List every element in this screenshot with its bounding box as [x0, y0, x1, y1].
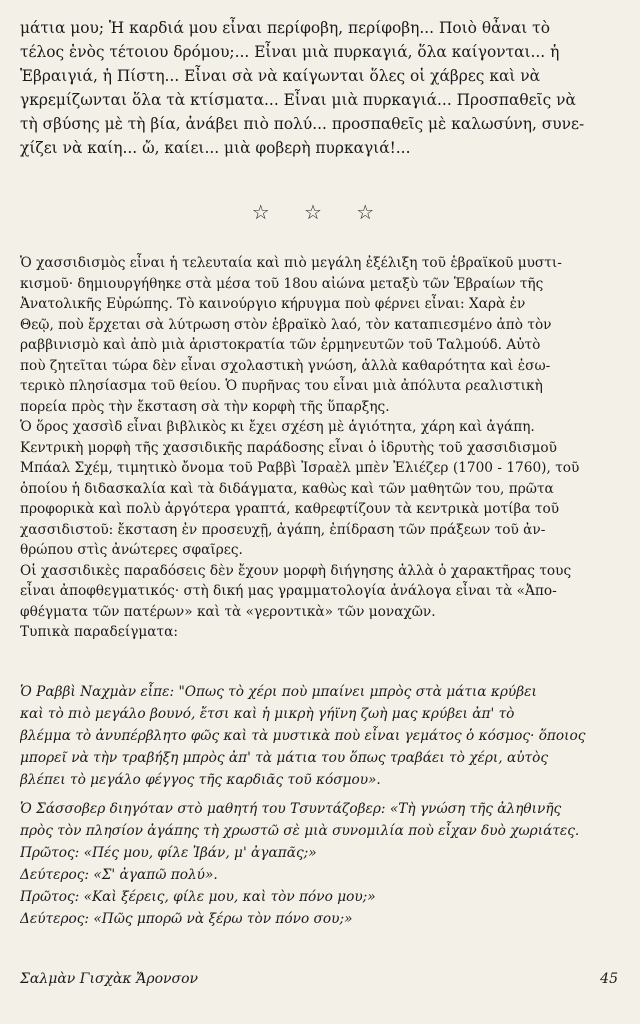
text-line: θρώπου στὶς ἀνώτερες σφαῖρες.: [20, 542, 243, 558]
footer-author: Σαλμὰν Γισχὰκ Ἄρονσον: [20, 971, 199, 987]
text-line: τὴ σβύσης μὲ τὴ βία, ἀνάβει πιὸ πολύ... προσπαθεῖς μὲ καλωσύνη, συνε-: [20, 115, 585, 133]
text-line: κισμοῦ· δημιουργήθηκε στὰ μέσα τοῦ 18ου αἰώνα μεταξὺ τῶν Ἑβραίων τῆς: [20, 275, 544, 292]
text-line: Τυπικὰ παραδείγματα:: [20, 624, 178, 640]
text-line: μπορεῖ νὰ τὴν τραβήξη μπρὸς ἀπ' τὰ μάτια του ὅπως τραβάει τὸ χέρι, αὐτὸς: [20, 750, 548, 766]
page-number: 45: [600, 971, 618, 987]
hasidism-commentary: [20, 253, 624, 643]
text-line: καὶ τὸ πιὸ μεγάλο βουνό, ἔτσι καὶ ἡ μικρὴ γήϊνη ζωὴ μας κρύβει ἀπ' τὸ: [20, 706, 515, 722]
sassover-dialog: [20, 798, 624, 930]
section-separator-stars: ☆ ☆ ☆: [251, 200, 389, 224]
text-line: Ὁ Σάσσοβερ διηγόταν στὸ μαθητή του Τσυντάζοβερ: «Τὴ γνώση τῆς ἀληθινῆς: [20, 801, 562, 817]
text-line: Ὁ χασσιδισμὸς εἶναι ἡ τελευταία καὶ πιὸ μεγάλη ἐξέλιξη τοῦ ἑβραϊκοῦ μυστι-: [20, 255, 562, 271]
text-line: ὁποίου ἡ διδασκαλία καὶ τὰ διδάγματα, καθὼς καὶ τῶν μαθητῶν του, πρῶτα: [20, 480, 554, 497]
text-line: Οἱ χασσιδικὲς παραδόσεις δὲν ἔχουν μορφὴ διήγησης ἀλλὰ ὁ χαρακτῆρας τους: [20, 562, 572, 579]
dialog-line: Δεύτερος: «Πῶς μπορῶ νὰ ξέρω τὸν πόνο σου;»: [20, 911, 353, 927]
text-line: Θεῷ, ποὺ ἔρχεται σὰ λύτρωση στὸν ἑβραϊκὸ λαό, τὸν καταπιεσμένο ἀπὸ τὸν: [20, 316, 552, 333]
text-line: χασσιδιστοῦ: ἔκσταση ἐν προσευχῇ, ἀγάπη, ἐπίδραση τῶν πράξεων τοῦ ἀν-: [20, 521, 546, 538]
text-line: μάτια μου; Ἡ καρδιά μου εἶναι περίφοβη, περίφοβη... Ποιὸ θἆναι τὸ: [20, 19, 550, 37]
text-line: Μπάαλ Σχέμ, τιμητικὸ ὄνομα τοῦ Ραββὶ Ἰσραὲλ μπὲν Ἐλιέζερ (1700 - 1760), τοῦ: [20, 460, 580, 476]
text-line: γκρεμίζωνται ὅλα τὰ κτίσματα... Εἶναι μιὰ πυρκαγιά... Προσπαθεῖς νὰ: [20, 91, 576, 109]
text-line: βλέμμα τὸ ἀνυπέρβλητο φῶς καὶ τὰ μυστικὰ ποὺ εἶναι γεμάτος ὁ κόσμος· ὅποιος: [20, 728, 586, 744]
text-line: βλέπει τὸ μεγάλο φέγγος τῆς καρδιᾶς τοῦ κόσμου».: [20, 772, 381, 788]
dialog-line: Πρῶτος: «Πές μου, φίλε Ἰβάν, μ' ἀγαπᾶς;»: [20, 845, 317, 861]
text-line: πρὸς τὸν πλησίον ἀγάπης τὴ χρωστῶ σὲ μιὰ συνομιλία ποὺ εἶχαν δυὸ χωριάτες.: [20, 823, 580, 839]
text-line: τερικὸ πλησίασμα τοῦ θείου. Ὁ πυρῆνας του εἶναι μιὰ ἀπόλυτα ρεαλιστικὴ: [20, 378, 543, 394]
text-line: ραββινισμὸ καὶ ἀπὸ μιὰ ἀριστοκρατία τῶν ἑρμηνευτῶν τοῦ Ταλμούδ. Αὐτὸ: [20, 337, 541, 353]
text-line: Κεντρικὴ μορφὴ τῆς χασσιδικῆς παράδοσης εἶναι ὁ ἱδρυτὴς τοῦ χασσιδισμοῦ: [20, 439, 557, 456]
text-line: χίζει νὰ καίη... ὤ, καίει... μιὰ φοβερὴ πυρκαγιά!...: [20, 139, 411, 157]
text-line: Ὁ Ραββὶ Ναχμὰν εἶπε: "Οπως τὸ χέρι ποὺ μπαίνει μπρὸς στὰ μάτια κρύβει: [20, 684, 537, 700]
text-line: φθέγματα τῶν πατέρων» καὶ τὰ «γεροντικὰ» τῶν μοναχῶν.: [20, 603, 436, 620]
text-line: Ἀνατολικῆς Εὐρώπης. Τὸ καινούργιο κήρυγμα ποὺ φέρνει εἶναι: Χαρὰ ἐν: [20, 296, 526, 312]
opening-paragraph: [20, 16, 624, 160]
text-line: Ὁ ὅρος χασσὶδ εἶναι βιβλικὸς κι ἔχει σχέση μὲ ἁγιότητα, χάρη καὶ ἀγάπη.: [20, 419, 535, 435]
text-line: προφορικὰ καὶ πολὺ ἀργότερα γραπτά, καθρεφτίζουν τὰ κεντρικὰ μοτίβα τοῦ: [20, 501, 560, 517]
text-line: πορεία πρὸς τὴν ἔκσταση σὰ τὴν κορφὴ τῆς ὕπαρξης.: [20, 398, 390, 415]
text-line: εἶναι ἀποφθεγματικός· στὴ δική μας γραμματολογία ἀνάλογα εἶναι τὰ «Ἀπο-: [20, 583, 557, 599]
rabbi-nachman-quote: [20, 681, 624, 791]
text-line: ποὺ ζητεῖται τώρα δὲν εἶναι σχολαστικὴ γνώση, ἀλλὰ καθαρότητα καὶ ἐσω-: [20, 357, 551, 374]
text-line: Ἑβραιγιά, ἡ Πίστη... Εἶναι σὰ νὰ καίγωνται ὅλες οἱ χάβρες καὶ νὰ: [20, 67, 541, 85]
text-line: τέλος ἑνὸς τέτοιου δρόμου;... Εἶναι μιὰ πυρκαγιά, ὅλα καίγονται... ἡ: [20, 43, 560, 61]
dialog-line: Πρῶτος: «Καὶ ξέρεις, φίλε μου, καὶ τὸν πόνο μου;»: [20, 889, 376, 905]
dialog-line: Δεύτερος: «Σ' ἀγαπῶ πολύ».: [20, 867, 218, 883]
